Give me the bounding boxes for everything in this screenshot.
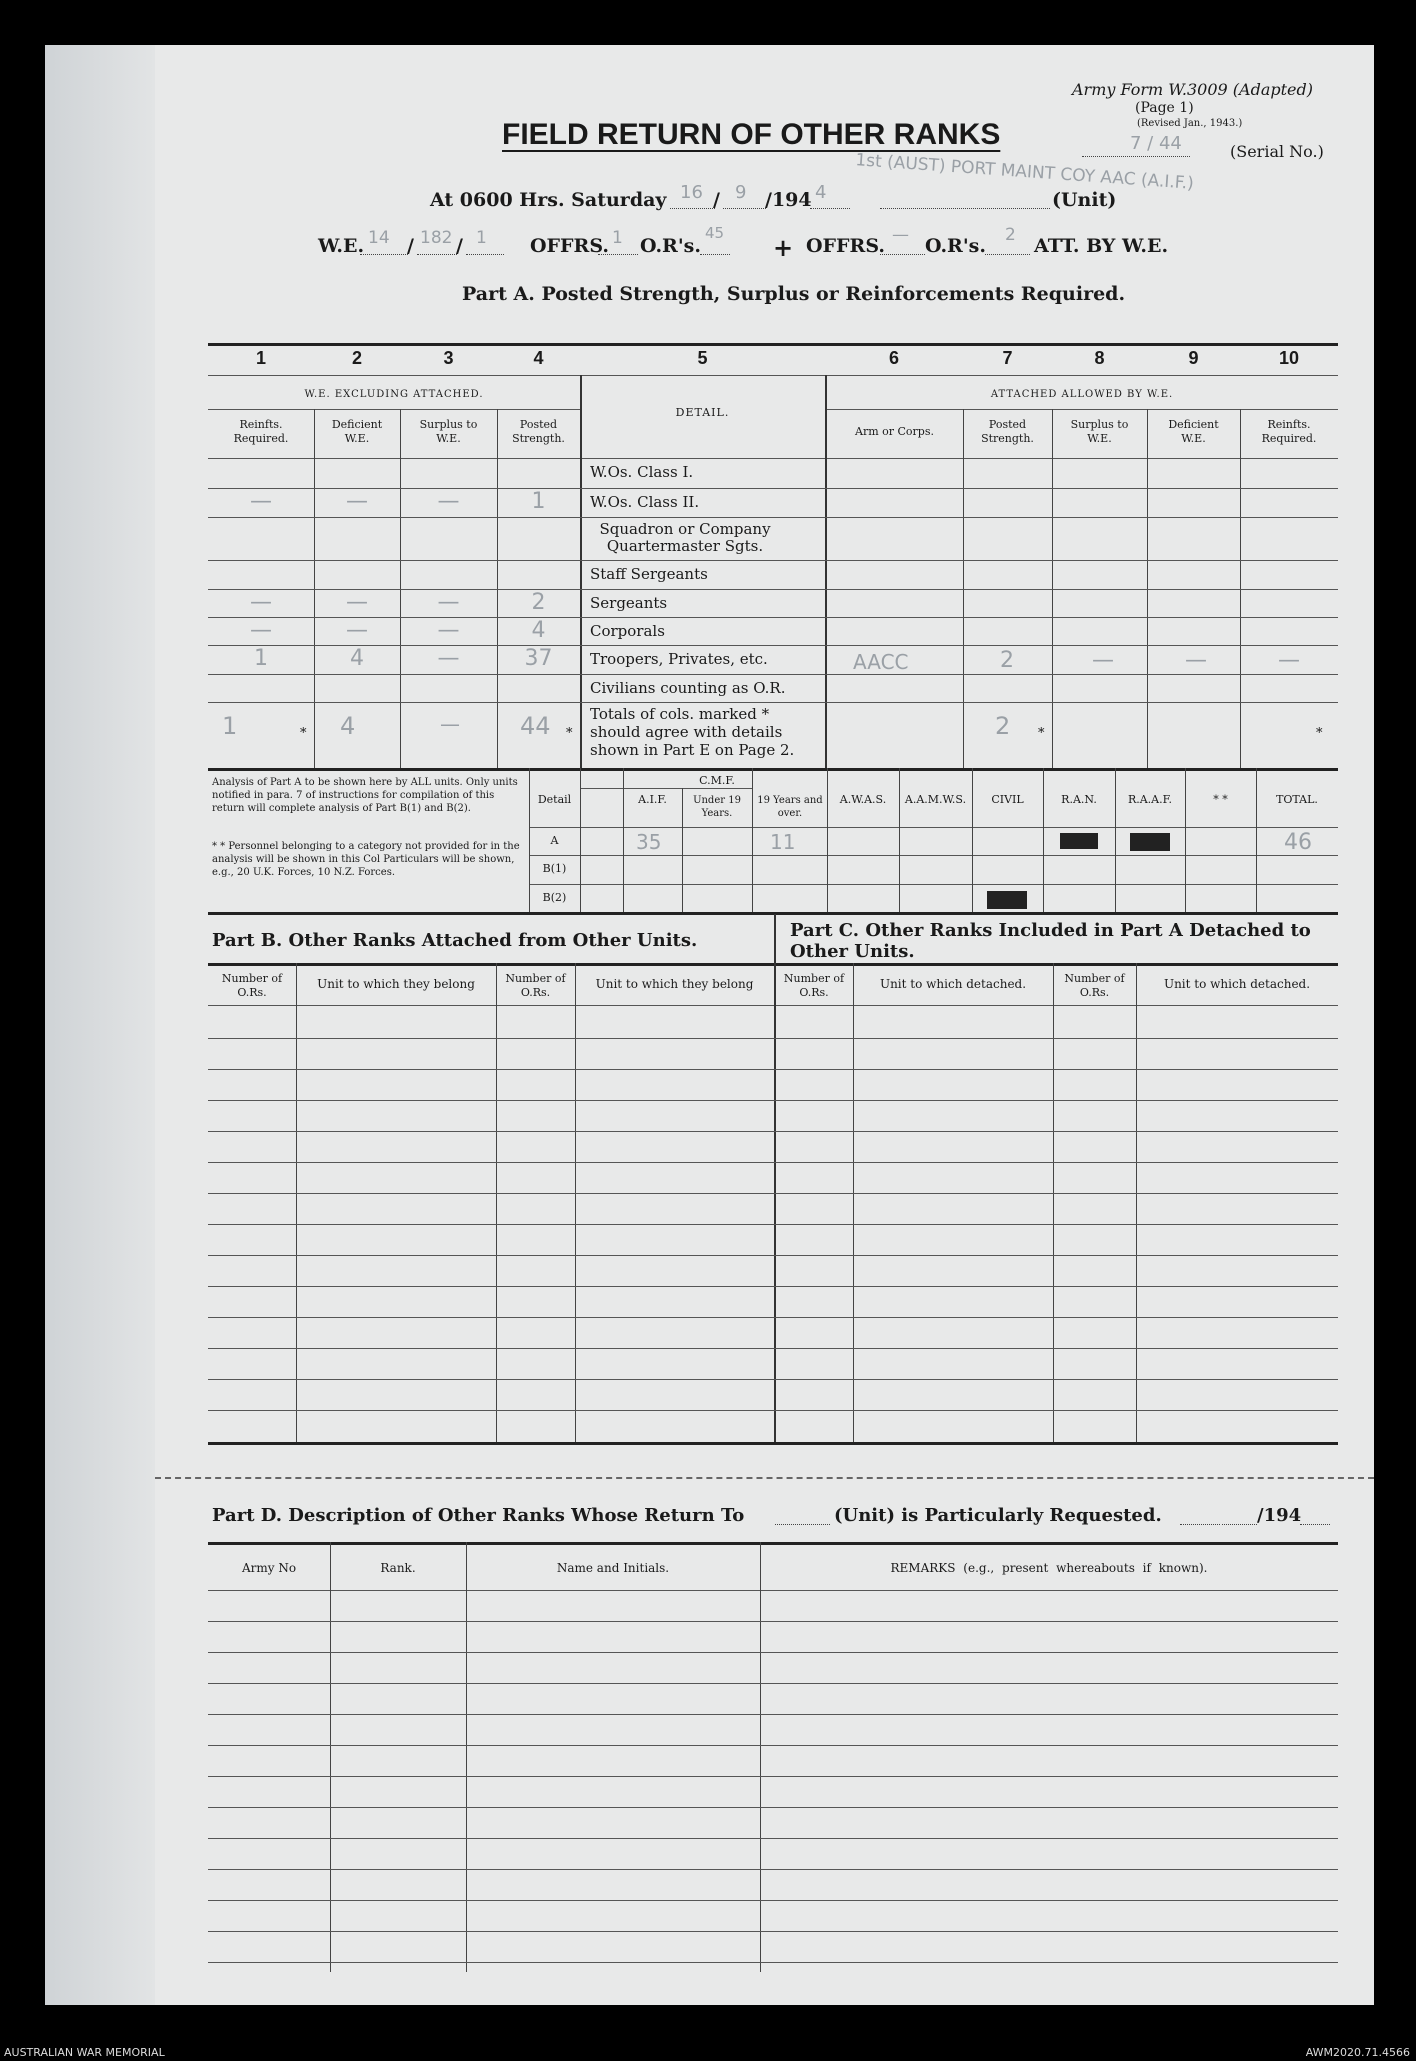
group-right-header: ATTACHED ALLOWED BY W.E. bbox=[990, 389, 1174, 400]
column-number: 2 bbox=[351, 348, 362, 368]
column-number: 4 bbox=[533, 348, 544, 368]
we-blank-1 bbox=[360, 254, 408, 255]
right-header: Deficient W.E. bbox=[1168, 418, 1219, 445]
row-value-c2: — bbox=[346, 618, 368, 643]
total-c4: 44 bbox=[520, 712, 551, 740]
column-number: 6 bbox=[888, 348, 899, 368]
part-b-title: Part B. Other Ranks Attached from Other Units. bbox=[212, 930, 698, 951]
row-detail: Squadron or Company Quartermaster Sgts. bbox=[599, 520, 771, 555]
row-value-c4: 2 bbox=[531, 590, 546, 615]
date-day-blank bbox=[670, 208, 715, 209]
page-number: (Page 1) bbox=[1135, 100, 1194, 116]
right-header: Arm or Corps. bbox=[855, 425, 934, 438]
army-form-label: Army Form W.3009 (Adapted) bbox=[1072, 80, 1314, 99]
plus-sign: + bbox=[773, 233, 794, 262]
part-d-header-name: Name and Initials. bbox=[556, 1561, 670, 1575]
row-value-c4: 4 bbox=[531, 618, 546, 643]
row-value-c2: — bbox=[346, 489, 368, 514]
column-number: 10 bbox=[1278, 348, 1300, 368]
row-value-c4: 1 bbox=[531, 489, 546, 514]
analysis-civil-header: CIVIL bbox=[991, 793, 1024, 806]
row-value-c2: 4 bbox=[350, 646, 364, 671]
column-number: 1 bbox=[255, 348, 266, 368]
footer-right: AWM2020.71.4566 bbox=[1305, 2046, 1410, 2059]
we-slash-2: / bbox=[456, 235, 463, 257]
revised-date: (Revised Jan., 1943.) bbox=[1137, 118, 1243, 129]
date-year-blank bbox=[810, 208, 850, 209]
redaction-ran bbox=[1060, 833, 1098, 849]
analysis-over19-header: 19 Years and over. bbox=[757, 795, 823, 819]
row-value-c4: 37 bbox=[524, 646, 553, 671]
we-value-2: 182 bbox=[420, 228, 453, 248]
part-c-header-4: Unit to which detached. bbox=[1163, 977, 1311, 991]
we-blank-2 bbox=[417, 254, 457, 255]
ruled-line bbox=[208, 1379, 1338, 1380]
part-c-header-3: Number of O.Rs. bbox=[1064, 972, 1125, 999]
analysis-cmf-header: C.M.F. bbox=[699, 774, 735, 787]
analysis-row-a: A bbox=[550, 834, 559, 847]
analysis-awas-header: A.W.A.S. bbox=[839, 793, 887, 806]
ruled-line bbox=[208, 1776, 1338, 1777]
ruled-line bbox=[208, 1162, 1338, 1163]
ruled-line bbox=[208, 1838, 1338, 1839]
part-d-date: /194 bbox=[1257, 1505, 1302, 1526]
perforation-line bbox=[155, 1477, 1374, 1479]
row-value-c1: 1 bbox=[254, 646, 268, 671]
column-number: 7 bbox=[1002, 348, 1013, 368]
ruled-line bbox=[208, 1962, 1338, 1963]
att-by-label: ATT. BY W.E. bbox=[1034, 235, 1169, 257]
ruled-line bbox=[208, 1100, 1338, 1101]
ruled-line bbox=[208, 1317, 1338, 1318]
analysis-note-2: * * Personnel belonging to a category not provided for in the analysis will be shown in this Col Particulars will be shown, e.g., 20 U.K. Forces, 10 N.Z. Forces. bbox=[212, 841, 520, 878]
we-label: W.E. bbox=[318, 235, 365, 257]
ors-label-1: O.R's. bbox=[640, 235, 701, 257]
star-c10: * bbox=[1316, 726, 1323, 741]
part-d-header-rank: Rank. bbox=[380, 1561, 416, 1575]
star-c4: * bbox=[566, 726, 573, 741]
analysis-aif-a: 35 bbox=[636, 830, 662, 854]
row-value-c3: — bbox=[437, 489, 460, 514]
form-paper bbox=[45, 45, 1374, 2005]
analysis-detail-header: Detail bbox=[537, 793, 572, 806]
offrs-value-2: — bbox=[892, 225, 909, 245]
part-d-date-blank-3 bbox=[1300, 1524, 1330, 1525]
redaction-raaf bbox=[1130, 833, 1170, 851]
posted-att-handwritten: 2 bbox=[1000, 648, 1014, 673]
row-detail: Civilians counting as O.R. bbox=[590, 679, 786, 697]
analysis-over19-a: 11 bbox=[770, 830, 796, 854]
analysis-total-a: 46 bbox=[1284, 830, 1312, 855]
ruled-line bbox=[208, 1683, 1338, 1684]
arm-corps-handwritten: AACC bbox=[853, 650, 909, 674]
part-c-title: Part C. Other Ranks Included in Part A Detached to Other Units. bbox=[790, 920, 1311, 962]
ruled-line bbox=[208, 1348, 1338, 1349]
offrs-label-2: OFFRS. bbox=[806, 235, 885, 257]
row-detail: Sergeants bbox=[590, 594, 668, 612]
star-c7: * bbox=[1038, 726, 1045, 741]
column-number: 3 bbox=[443, 348, 454, 368]
part-d-date-blank-1 bbox=[1180, 1524, 1220, 1525]
analysis-under19-header: Under 19 Years. bbox=[693, 795, 741, 819]
group-left-header: W.E. EXCLUDING ATTACHED. bbox=[304, 389, 484, 400]
date-month-blank bbox=[723, 208, 766, 209]
part-d-title-2: (Unit) is Particularly Requested. bbox=[834, 1505, 1162, 1526]
row-detail: W.Os. Class II. bbox=[590, 493, 700, 511]
part-a-title: Part A. Posted Strength, Surplus or Reinforcements Required. bbox=[462, 283, 1126, 305]
surplus-att-dash: — bbox=[1092, 648, 1114, 673]
total-c1: 1 bbox=[222, 712, 238, 740]
reinfts-att-dash: — bbox=[1278, 648, 1300, 673]
we-value-1: 14 bbox=[368, 228, 390, 248]
row-line bbox=[208, 674, 1338, 675]
part-d-unit-blank bbox=[775, 1524, 830, 1525]
part-c-header-1: Number of O.Rs. bbox=[783, 972, 845, 999]
offrs-value-1: 1 bbox=[612, 228, 623, 248]
part-d-date-blank-2 bbox=[1222, 1524, 1257, 1525]
date-year: 4 bbox=[815, 182, 827, 203]
ruled-line bbox=[208, 1224, 1338, 1225]
we-value-3: 1 bbox=[476, 228, 487, 248]
ruled-line bbox=[208, 1745, 1338, 1746]
ruled-line bbox=[208, 1131, 1338, 1132]
right-header: Reinfts. Required. bbox=[1261, 418, 1317, 445]
right-header: Posted Strength. bbox=[981, 418, 1034, 445]
footer-left: AUSTRALIAN WAR MEMORIAL bbox=[4, 2046, 165, 2059]
row-detail: Corporals bbox=[590, 622, 665, 640]
star-c1: * bbox=[300, 726, 307, 741]
ruled-line bbox=[208, 1869, 1338, 1870]
total-att-posted: 2 bbox=[995, 712, 1011, 740]
date-month: 9 bbox=[735, 182, 747, 203]
detail-header: DETAIL. bbox=[675, 406, 730, 419]
ruled-line bbox=[208, 1714, 1338, 1715]
part-d-header-army-no: Army No bbox=[241, 1561, 297, 1575]
analysis-aamws-header: A.A.M.W.S. bbox=[904, 793, 967, 806]
row-value-c2: — bbox=[346, 590, 368, 615]
row-detail: W.Os. Class I. bbox=[590, 463, 694, 481]
column-number: 8 bbox=[1094, 348, 1105, 368]
row-value-c1: — bbox=[250, 489, 272, 514]
part-b-header-4: Unit to which they belong bbox=[595, 977, 754, 991]
ruled-line bbox=[208, 1255, 1338, 1256]
ruled-line bbox=[208, 1900, 1338, 1901]
row-value-c1: — bbox=[250, 590, 272, 615]
total-c2: 4 bbox=[340, 712, 356, 740]
analysis-aif-header: A.I.F. bbox=[638, 793, 667, 806]
analysis-note-1: Analysis of Part A to be shown here by ALL units. Only units notified in para. 7 of instructions for compilation of this return will complete analysis of Part B(1) and B(2). bbox=[212, 777, 518, 814]
ruled-line bbox=[208, 1621, 1338, 1622]
part-b-header-3: Number of O.Rs. bbox=[505, 972, 566, 999]
row-line bbox=[208, 560, 1338, 561]
ruled-line bbox=[208, 1652, 1338, 1653]
ors-value-2: 2 bbox=[1005, 225, 1016, 245]
row-value-c3: — bbox=[437, 618, 460, 643]
paper-left-shade bbox=[45, 45, 155, 2005]
year-label: /194 bbox=[765, 189, 812, 211]
ruled-line bbox=[208, 1807, 1338, 1808]
left-header: Surplus to W.E. bbox=[419, 418, 478, 445]
we-blank-3 bbox=[466, 254, 504, 255]
ruled-line bbox=[208, 1931, 1338, 1932]
analysis-stars-header: * * bbox=[1213, 793, 1228, 806]
unit-handwritten: 1st (AUST) PORT MAINT COY AAC (A.I.F.) bbox=[854, 150, 1195, 194]
unit-label: (Unit) bbox=[1052, 189, 1117, 211]
total-c3: — bbox=[440, 712, 460, 736]
offrs-blank-2 bbox=[880, 254, 925, 255]
deficient-att-dash: — bbox=[1185, 648, 1207, 673]
part-c-header-2: Unit to which detached. bbox=[879, 977, 1027, 991]
analysis-row-b1: B(1) bbox=[542, 862, 567, 875]
ruled-line bbox=[208, 1038, 1338, 1039]
offrs-blank-1 bbox=[598, 254, 638, 255]
column-number: 9 bbox=[1188, 348, 1199, 368]
ors-label-2: O.R's. bbox=[925, 235, 986, 257]
slash-1: / bbox=[713, 189, 720, 211]
ruled-line bbox=[208, 1286, 1338, 1287]
row-value-c3: — bbox=[437, 646, 460, 671]
row-value-c1: — bbox=[250, 618, 272, 643]
analysis-raaf-header: R.A.A.F. bbox=[1127, 793, 1173, 806]
left-header: Deficient W.E. bbox=[331, 418, 383, 445]
offrs-label-1: OFFRS. bbox=[530, 235, 609, 257]
redaction-civil bbox=[987, 891, 1027, 909]
ruled-line bbox=[208, 1069, 1338, 1070]
ors-value-1: 45 bbox=[705, 224, 725, 242]
totals-text: Totals of cols. marked * should agree with details shown in Part E on Page 2. bbox=[590, 705, 795, 759]
date-day: 16 bbox=[680, 182, 703, 203]
left-header: Reinfts. Required. bbox=[233, 418, 289, 445]
ruled-line bbox=[208, 1193, 1338, 1194]
ors-blank-2 bbox=[985, 254, 1030, 255]
unit-blank bbox=[880, 208, 1050, 209]
row-value-c3: — bbox=[437, 590, 460, 615]
row-line bbox=[208, 517, 1338, 518]
part-d-title: Part D. Description of Other Ranks Whose Return To bbox=[212, 1505, 745, 1526]
row-detail: Staff Sergeants bbox=[590, 565, 708, 583]
row-line bbox=[208, 702, 1338, 703]
serial-handwritten: 7 / 44 bbox=[1130, 133, 1182, 154]
part-b-header-2: Unit to which they belong bbox=[317, 977, 475, 991]
we-slash-1: / bbox=[407, 235, 414, 257]
serial-blank bbox=[1082, 156, 1190, 157]
right-header: Surplus to W.E. bbox=[1070, 418, 1129, 445]
part-b-header-1: Number of O.Rs. bbox=[221, 972, 283, 999]
analysis-row-b2: B(2) bbox=[542, 891, 567, 904]
ors-blank-1 bbox=[700, 254, 730, 255]
ruled-line bbox=[208, 1410, 1338, 1411]
serial-label: (Serial No.) bbox=[1230, 142, 1324, 161]
at-line-label: At 0600 Hrs. Saturday bbox=[430, 189, 667, 211]
column-number: 5 bbox=[697, 348, 708, 368]
analysis-total-header: TOTAL. bbox=[1276, 793, 1318, 806]
part-d-header-remarks: REMARKS (e.g., present whereabouts if known). bbox=[890, 1561, 1208, 1575]
row-detail: Troopers, Privates, etc. bbox=[590, 650, 768, 668]
analysis-ran-header: R.A.N. bbox=[1061, 793, 1097, 806]
page-title: FIELD RETURN OF OTHER RANKS bbox=[502, 118, 1001, 151]
left-header: Posted Strength. bbox=[512, 418, 565, 445]
